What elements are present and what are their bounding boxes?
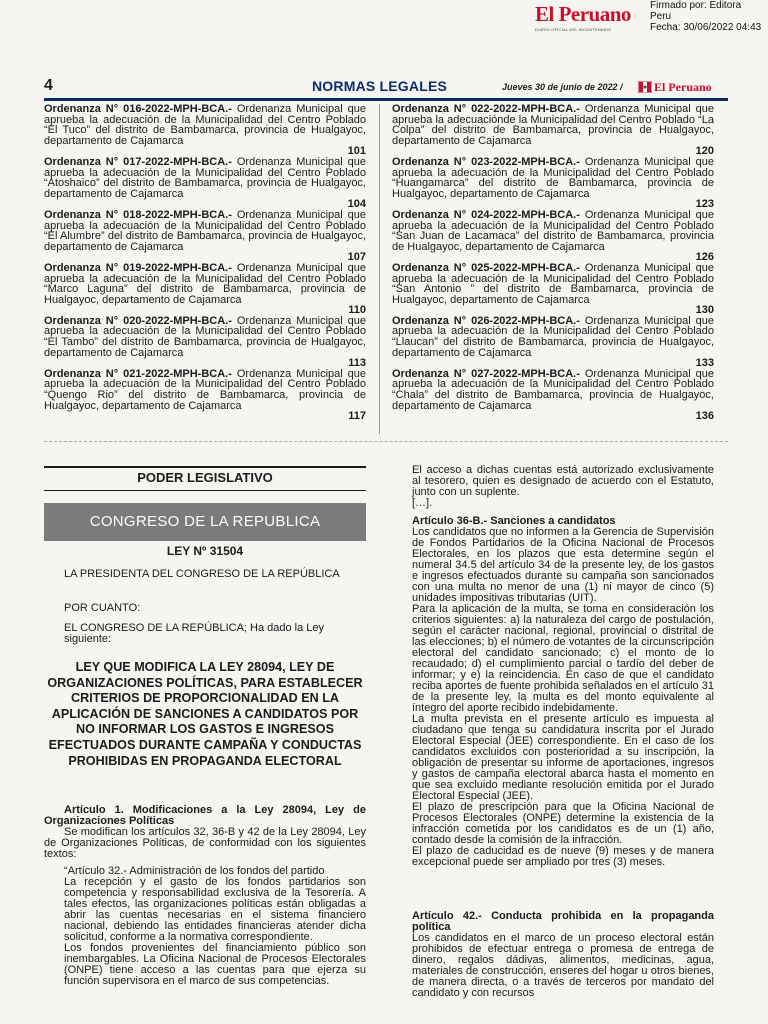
index-entry-page: 110 [348, 304, 366, 317]
index-entry-page: 130 [695, 304, 714, 317]
signature-line: Peru [650, 11, 672, 22]
index-entry-code: Ordenanza N° 025-2022-MPH-BCA.- [392, 261, 580, 274]
heading-rule-bottom [44, 490, 366, 491]
peru-shield-icon [638, 81, 652, 93]
index-entry [44, 157, 366, 210]
ellipsis: […]. [412, 497, 433, 509]
index-entry [392, 316, 714, 369]
index-entry-text: Ordenanza Municipal que aprueba la adecuaciónde la Municipalidad del Centro Poblado “La Colpa” del distrito de Bambamarca, provincia de Hualgayoc, departamento de Cajamarca [392, 103, 714, 147]
index-entry [44, 369, 366, 422]
index-entry-code: Ordenanza N° 019-2022-MPH-BCA.- [44, 261, 232, 274]
article-36b-paragraph: Para la aplicación de la multa, se toma en consideración los criterios siguientes: a) la naturaleza del cargo de postulación, según el carácter nacional, regional, provincial o distrital de las elecciones; b) el número de votantes de la circunscripción electoral del candidato sancionado; c) el monto de lo recaudado; d) el cumplimiento parcial o tardío del deber de informar; y e) la reincidencia. En caso de que el candidato reciba aportes de fuente prohibida señalados en el artículo 31 de la presente ley, la multa es del monto equivalente al íntegro del aporte recibido indebidamente. [412, 603, 714, 714]
index-entry [392, 369, 714, 422]
index-entry-text: Ordenanza Municipal que aprueba la adecuación de la Municipalidad del Centro Poblado “Atoshaico” del distrito de Bambamarca, provincia de Hualgayoc, departamento de Cajamarca [44, 155, 366, 200]
article-36b-paragraph: El plazo de prescripción para que la Oficina Nacional de Procesos Electorales (ONPE) determine la existencia de la infracción cometida por los candidatos es de un (1) año, contado desde la comisión de la infracción. [412, 801, 714, 846]
index-entry [392, 210, 714, 263]
article-32-continued [392, 465, 714, 509]
article-1-heading: Artículo 1. Modificaciones a la Ley 28094, Ley de Organizaciones Políticas [44, 804, 366, 827]
index-separator [44, 441, 728, 442]
index-entry [44, 104, 366, 157]
index-entry-page: 120 [695, 145, 714, 158]
index-entry [392, 104, 714, 157]
article-42-paragraph: Los candidatos en el marco de un proceso electoral están prohibidos de efectuar entrega o promesa de entrega de dinero, regalos dádivas, alimentos, medicinas, agua, materiales de construcción, enseres del hogar u otros bienes, de manera directa, o a través de terceros por mandato del candidato y con recursos [412, 932, 714, 999]
logo-text: El Peruano [535, 2, 631, 26]
issue-date: Jueves 30 de junio de 2022 / [502, 82, 623, 92]
digital-signature [650, 0, 761, 33]
index-entry-text: Ordenanza Municipal que aprueba la adecuación de la Municipalidad del Centro Poblado “El Tambo” del distrito de Bambamarca, provincia de Hualgayoc, departamento de Cajamarca [44, 314, 366, 359]
index-entry-page: 126 [695, 251, 714, 264]
intro-por-cuanto: POR CUANTO: [64, 602, 141, 614]
index-entry-code: Ordenanza N° 016-2022-MPH-BCA.- [44, 103, 232, 115]
index-entry-text: Ordenanza Municipal que aprueba la adecuación de la Municipalidad del Centro Poblado “El Tuco” del distrito de Bambamarca, provincia de Hualgayoc, departamento de Cajamarca [44, 103, 366, 147]
heading-rule-top [44, 466, 366, 468]
institution-banner: CONGRESO DE LA REPUBLICA [44, 503, 366, 541]
index-entry [392, 263, 714, 316]
header-rule [44, 98, 728, 101]
section-title: NORMAS LEGALES [312, 78, 448, 94]
index-entry-page: 117 [348, 410, 366, 423]
index-entry-code: Ordenanza N° 024-2022-MPH-BCA.- [392, 208, 580, 221]
index-right-column [392, 104, 714, 422]
article-32-heading: “Artículo 32.- Administración de los fondos del partido [64, 865, 325, 877]
article-32-quote [64, 866, 366, 987]
index-entry [392, 157, 714, 210]
article-42-heading: Artículo 42.- Conducta prohibida en la propaganda política [412, 910, 714, 933]
article-42 [392, 911, 714, 999]
logo-subtext: DIARIO OFICIAL DEL BICENTENARIO [535, 27, 612, 32]
intro-congress: EL CONGRESO DE LA REPÚBLICA; Ha dado la Ley siguiente: [64, 622, 325, 645]
paragraph: El acceso a dichas cuentas está autorizado exclusivamente al tesorero, quien es designado de acuerdo con el Estatuto, junto con un suplente. [412, 464, 714, 498]
index-left-column [44, 104, 366, 422]
intro-presidency: LA PRESIDENTA DEL CONGRESO DE LA REPÚBLICA [64, 568, 340, 580]
index-entry-code: Ordenanza N° 022-2022-MPH-BCA.- [392, 103, 580, 115]
article-36b-paragraph: La multa prevista en el presente artículo es impuesta al ciudadano que tenga su candidatura inscrita por el Jurado Electoral Especial (JEE) correspondiente. En el caso de los candidatos excluidos con posterioridad a su inscripción, la obligación de presentar su informe de aportaciones, ingresos y gastos de campaña electoral abarca hasta el momento en que sea excluido mediante resolución emitida por el Jurado Electoral Especial (JEE). [412, 713, 714, 802]
index-entry-code: Ordenanza N° 021-2022-MPH-BCA.- [44, 367, 232, 380]
index-entry [44, 263, 366, 316]
index-entry-page: 133 [695, 357, 714, 370]
column-divider [379, 104, 380, 434]
page-number: 4 [44, 77, 53, 94]
index-entry-code: Ordenanza N° 026-2022-MPH-BCA.- [392, 314, 580, 327]
index-entry-code: Ordenanza N° 027-2022-MPH-BCA.- [392, 367, 580, 380]
index-entry-code: Ordenanza N° 017-2022-MPH-BCA.- [44, 155, 232, 168]
signature-line: Fecha: 30/06/2022 04:43 [650, 22, 762, 33]
index-entry-text: Ordenanza Municipal que aprueba la adecuación de la Municipalidad del Centro Poblado “Llaucan” del distrito de Bambamarca, provincia de Hualgayoc, departamento de Cajamarca [392, 314, 714, 359]
index-entry-code: Ordenanza N° 023-2022-MPH-BCA.- [392, 155, 580, 168]
index-entry-text: Ordenanza Municipal que aprueba la adecuación de la Municipalidad del Centro Poblado “Quengo Rio” del distrito de Bambamarca, provincia de Hualgayoc, departamento de Cajamarca [44, 367, 366, 412]
index-entry-page: 107 [347, 251, 366, 264]
index-entry [44, 316, 366, 369]
index-entry-page: 123 [695, 198, 714, 211]
article-32-paragraph: Los fondos provenientes del financiamiento público son inembargables. La Oficina Nacional de Procesos Electorales (ONPE) tiene acceso a las cuentas para que ejerza su función supervisora en el marco de sus competencias. [64, 942, 366, 987]
index-entry-text: Ordenanza Municipal que aprueba la adecuación de la Municipalidad del Centro Poblado “Huangamarca” del distrito de Bambamarca, provincia de Hualgayoc, departamento de Cajamarca [392, 155, 714, 200]
index-entry-page: 101 [347, 145, 366, 158]
index-entry [44, 210, 366, 263]
article-1 [44, 805, 366, 860]
article-36b-paragraph: Los candidatos que no informen a la Gerencia de Supervisión de Fondos Partidarios de la Oficina Nacional de Procesos Electorales, en los plazos que esta determine según el numeral 34.5 del artículo 34 de la presente ley, de los gastos e ingresos efectuados durante su campaña son sancionados con una multa no menor de una (1) ni mayor de cinco (5) unidades impositivas tributarias (UIT). [412, 526, 714, 604]
index-entry-code: Ordenanza N° 020-2022-MPH-BCA.- [44, 314, 232, 327]
index-entry-page: 113 [348, 357, 366, 370]
article-1-text: Se modifican los artículos 32, 36-B y 42 de la Ley 28094, Ley de Organizaciones Políticas, de conformidad con los siguientes textos: [44, 826, 366, 860]
article-36b-paragraph: El plazo de caducidad es de nueve (9) meses y de manera excepcional puede ser ampliado por tres (3) meses. [412, 845, 714, 868]
index-entry-text: Ordenanza Municipal que aprueba la adecuación de la Municipalidad del Centro Poblado “San Antonio ” del distrito de Bambamarca, provincia de Hualgayoc, departamento de Cajamarca [392, 261, 714, 306]
index-entry-text: Ordenanza Municipal que aprueba la adecuación de la Municipalidad del Centro Poblado “El Alumbre” del distrito de Bambamarca, provincia de Hualgayoc, departamento de Cajamarca [44, 208, 366, 253]
article-36b [392, 516, 714, 868]
index-entry-text: Ordenanza Municipal que aprueba la adecuación de la Municipalidad del Centro Poblado “Marco Laguna” del distrito de Bambamarca, provincia de Hualgayoc, departamento de Cajamarca [44, 261, 366, 306]
power-heading: PODER LEGISLATIVO [137, 470, 273, 485]
index-entry-text: Ordenanza Municipal que aprueba la adecuación de la Municipalidad del Centro Poblado “San Juan de Lacamaca” del distrito de Bambamarca, provincia de Hualgayoc, departamento de Cajamarca [392, 208, 714, 253]
header-brand: El Peruano [654, 80, 712, 94]
law-number: LEY Nº 31504 [166, 544, 244, 558]
index-entry-page: 104 [347, 198, 366, 211]
law-title: LEY QUE MODIFICA LA LEY 28094, LEY DE ORGANIZACIONES POLÍTICAS, PARA ESTABLECER CRITERIOS DE PROPORCIONALIDAD EN LA APLICACIÓN DE SANCIONES A CANDIDATOS POR NO INFORMAR LOS GASTOS E INGRESOS EFECTUADOS DURANTE CAMPAÑA Y CONDUCTAS PROHIBIDAS EN PROPAGANDA ELECTORAL [47, 660, 363, 768]
el-peruano-logo [535, 2, 647, 32]
index-entry-code: Ordenanza N° 018-2022-MPH-BCA.- [44, 208, 232, 221]
index-entry-page: 136 [695, 410, 714, 423]
article-36b-heading: Artículo 36-B.- Sanciones a candidatos [412, 515, 616, 527]
article-32-paragraph: La recepción y el gasto de los fondos partidarios son competencia y responsabilidad exclusiva de la Tesorería. A tales efectos, las organizaciones políticas están obligadas a abrir las cuentas necesarias en el sistema financiero nacional, debiendo las entidades financieras atender dicha solicitud, conforme a la normativa correspondiente. [64, 876, 366, 943]
signature-line: Firmado por: Editora [650, 0, 742, 11]
index-entry-text: Ordenanza Municipal que aprueba la adecuación de la Municipalidad del Centro Poblado “Chala” del distrito de Bambamarca, provincia de Hualgayoc, departamento de Cajamarca [392, 367, 714, 412]
